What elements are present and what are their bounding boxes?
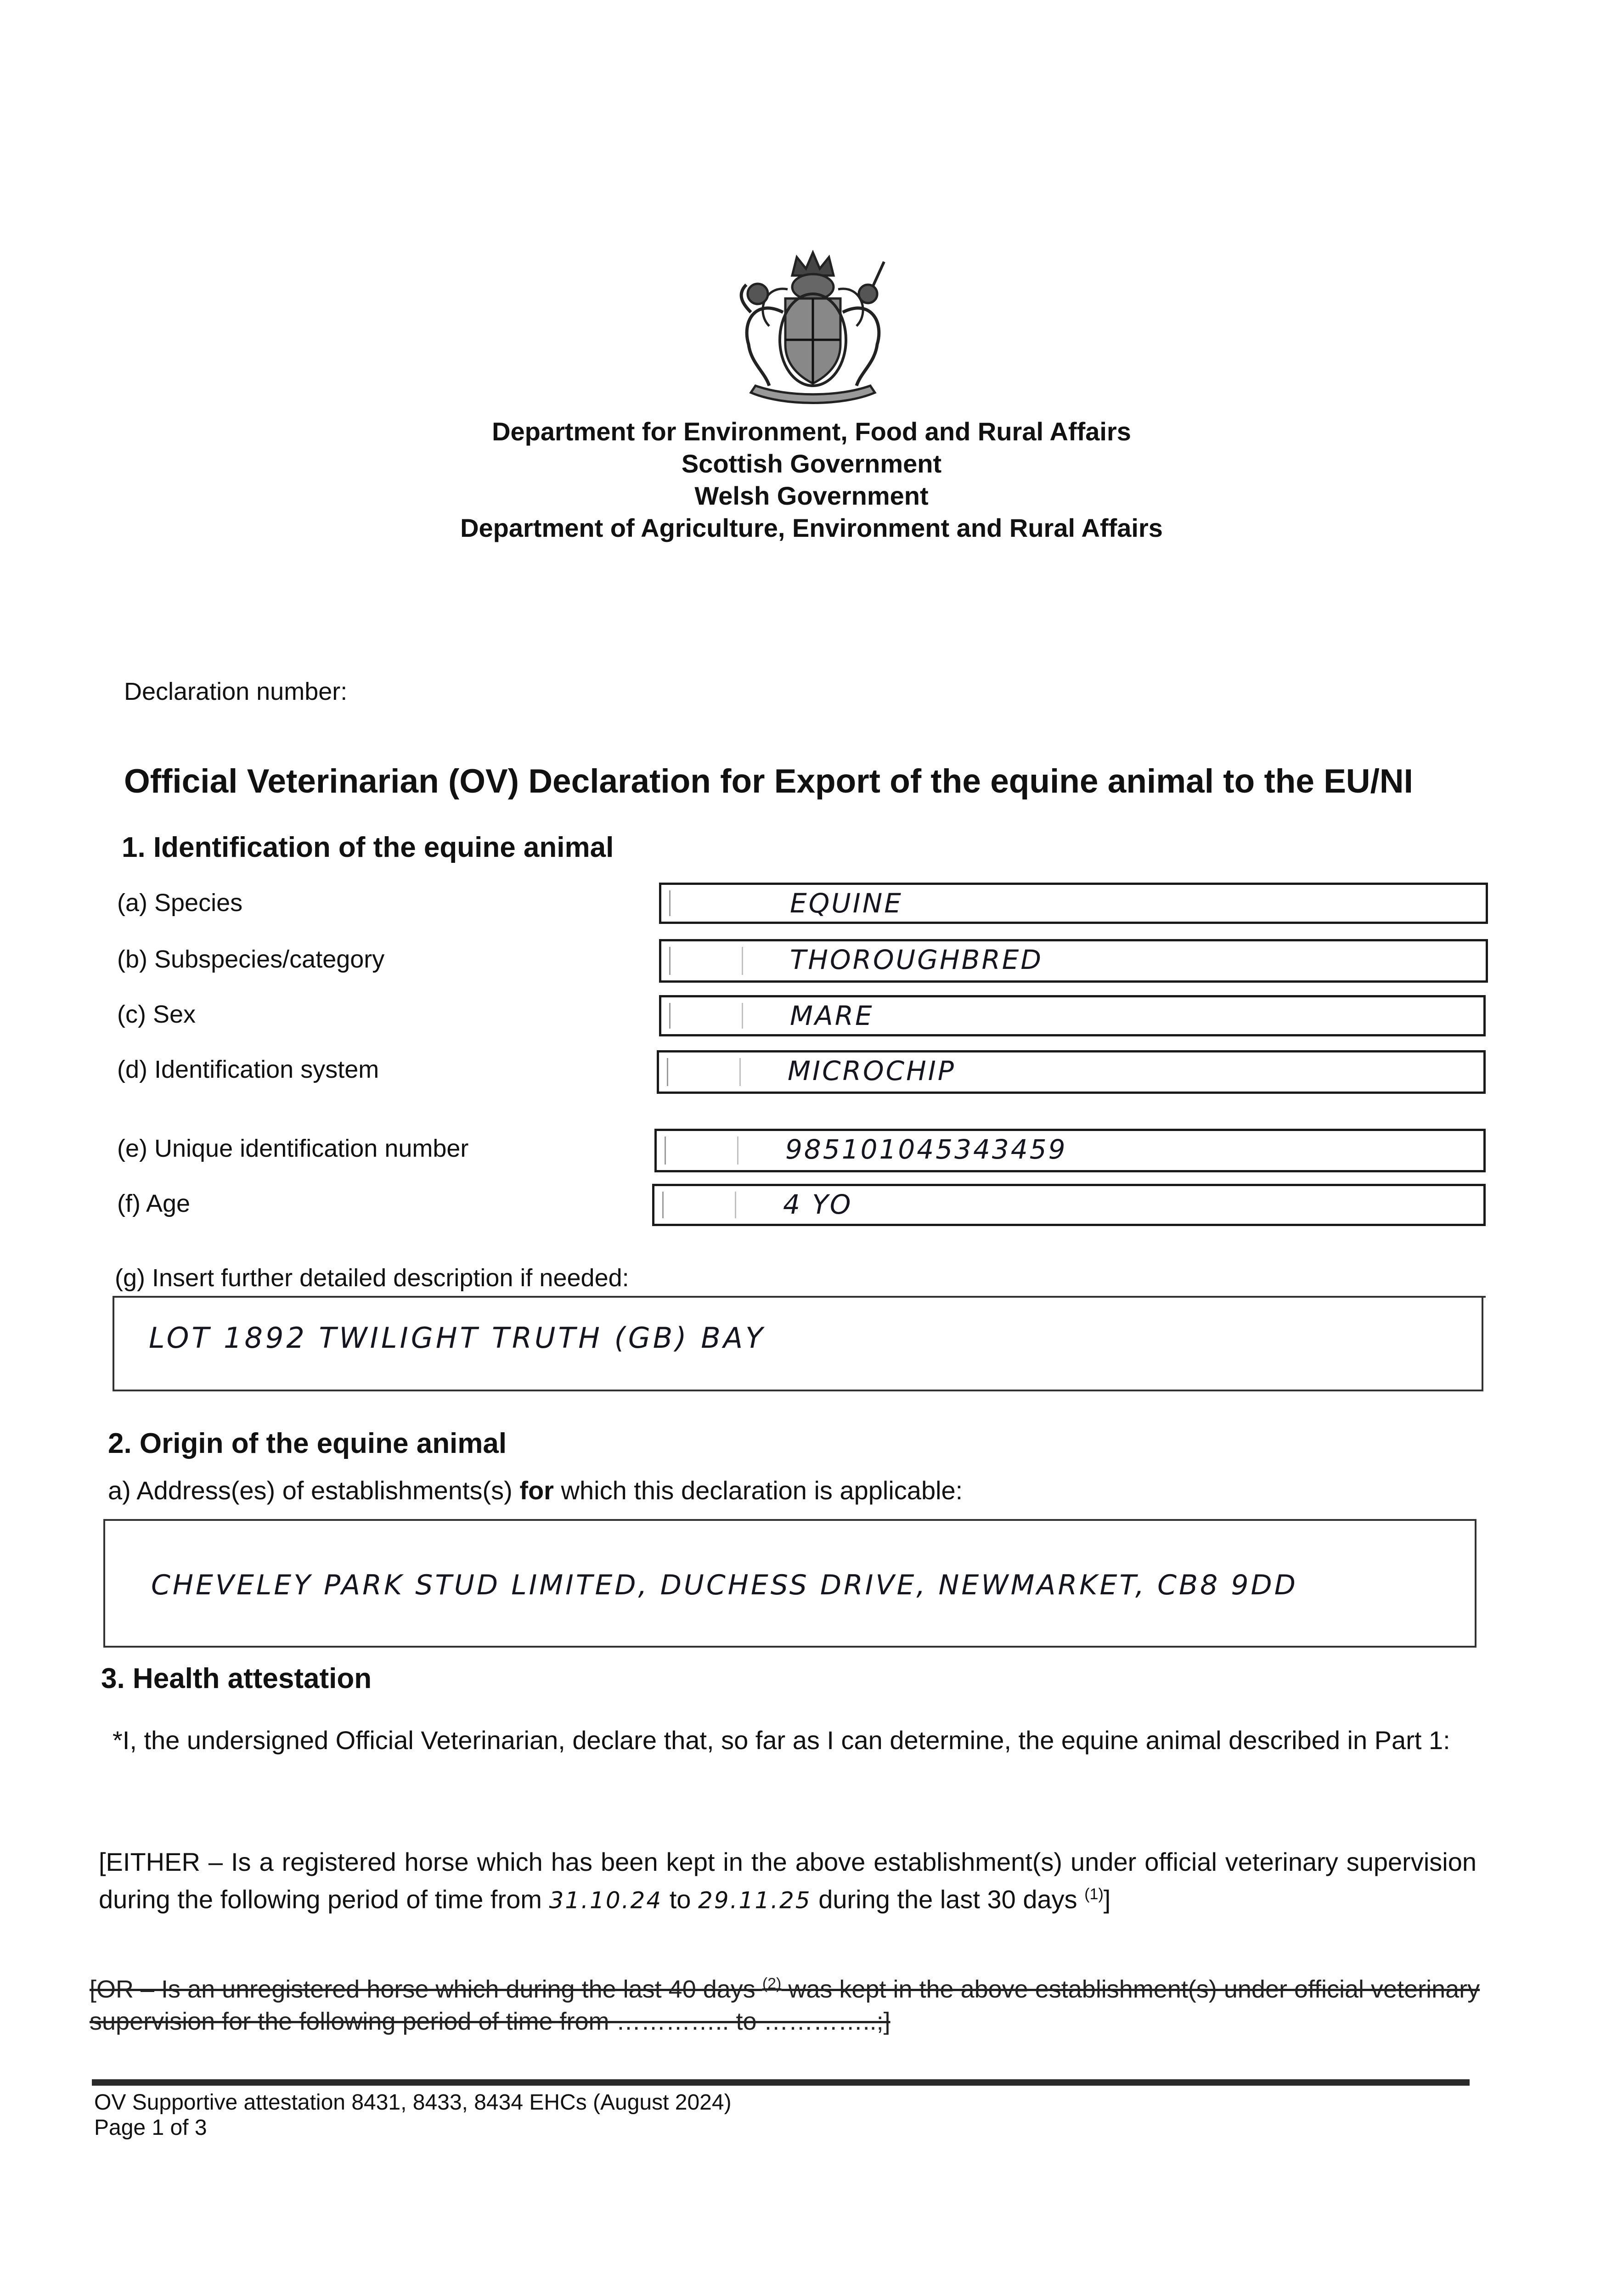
sex-value: MARE: [790, 1000, 874, 1031]
address-value: CHEVELEY PARK STUD LIMITED, DUCHESS DRIVE, NEWMARKET, CB8 9DD: [151, 1569, 1298, 1601]
section-2-heading: 2. Origin of the equine animal: [108, 1428, 507, 1459]
page-number: Page 1 of 3: [94, 2116, 207, 2140]
further-description-value: LOT 1892 TWILIGHT TRUTH (GB) BAY: [149, 1321, 766, 1355]
species-value: EQUINE: [790, 888, 903, 919]
age-value: 4 YO: [783, 1189, 853, 1220]
declaration-number-label: Declaration number:: [124, 678, 348, 705]
section-3-heading: 3. Health attestation: [101, 1663, 372, 1694]
field-label-sex: (c) Sex: [117, 1001, 196, 1028]
further-description-field[interactable]: [113, 1296, 1483, 1391]
period-to-date: 29.11.25: [698, 1887, 812, 1914]
either-clause: [EITHER – Is a registered horse which has been kept in the above establishment(s) under official veterinary supervision during the following period of time from 31.10.24 to 29.11.25 during the last 30 days $^{(1)}$]: [99, 1847, 1476, 1914]
further-description-label: (g) Insert further detailed description if needed:: [115, 1264, 629, 1292]
unique-id-field[interactable]: [654, 1129, 1486, 1172]
department-name: Department for Environment, Food and Rural Affairs: [492, 417, 1131, 446]
field-label-identification-system: (d) Identification system: [117, 1056, 379, 1083]
address-label: a) Address(es) of establishments(s) for which this declaration is applicable:: [108, 1476, 963, 1505]
unique-id-value: 985101045343459: [785, 1134, 1067, 1165]
royal-coat-of-arms-icon: [723, 248, 902, 409]
health-attestation-intro: *I, the undersigned Official Veterinarian, declare that, so far as I can determine, the equine animal described in Part 1:: [113, 1726, 1450, 1755]
identification-system-value: MICROCHIP: [788, 1055, 956, 1086]
document-title: Official Veterinarian (OV) Declaration for Export of the equine animal to the EU/NI: [124, 763, 1413, 800]
species-field[interactable]: [659, 883, 1488, 924]
department-name: Scottish Government: [681, 449, 942, 478]
subspecies-field[interactable]: [659, 939, 1488, 983]
footer-rule: [92, 2079, 1470, 2086]
age-field[interactable]: [652, 1184, 1486, 1226]
department-name: Welsh Government: [694, 481, 929, 510]
field-label-species: (a) Species: [117, 889, 243, 917]
section-1-heading: 1. Identification of the equine animal: [122, 832, 614, 863]
field-label-unique-id: (e) Unique identification number: [117, 1135, 469, 1162]
field-label-subspecies: (b) Subspecies/category: [117, 945, 385, 973]
address-field[interactable]: [103, 1519, 1476, 1648]
sex-field[interactable]: [659, 995, 1486, 1036]
field-label-age: (f) Age: [117, 1190, 191, 1217]
period-from-date: 31.10.24: [549, 1887, 663, 1914]
or-clause-struck: [OR – Is an unregistered horse which during the last 40 days $^{(2)}$ was kept in the above establishment(s) under official veterinary supervision for the following period of time from ………….. to …………..;]: [90, 1975, 1480, 2035]
identification-system-field[interactable]: [657, 1050, 1486, 1094]
department-name: Department of Agriculture, Environment and Rural Affairs: [460, 513, 1163, 542]
subspecies-value: THOROUGHBRED: [790, 944, 1043, 975]
footer-document-reference: OV Supportive attestation 8431, 8433, 8434 EHCs (August 2024): [94, 2090, 732, 2115]
